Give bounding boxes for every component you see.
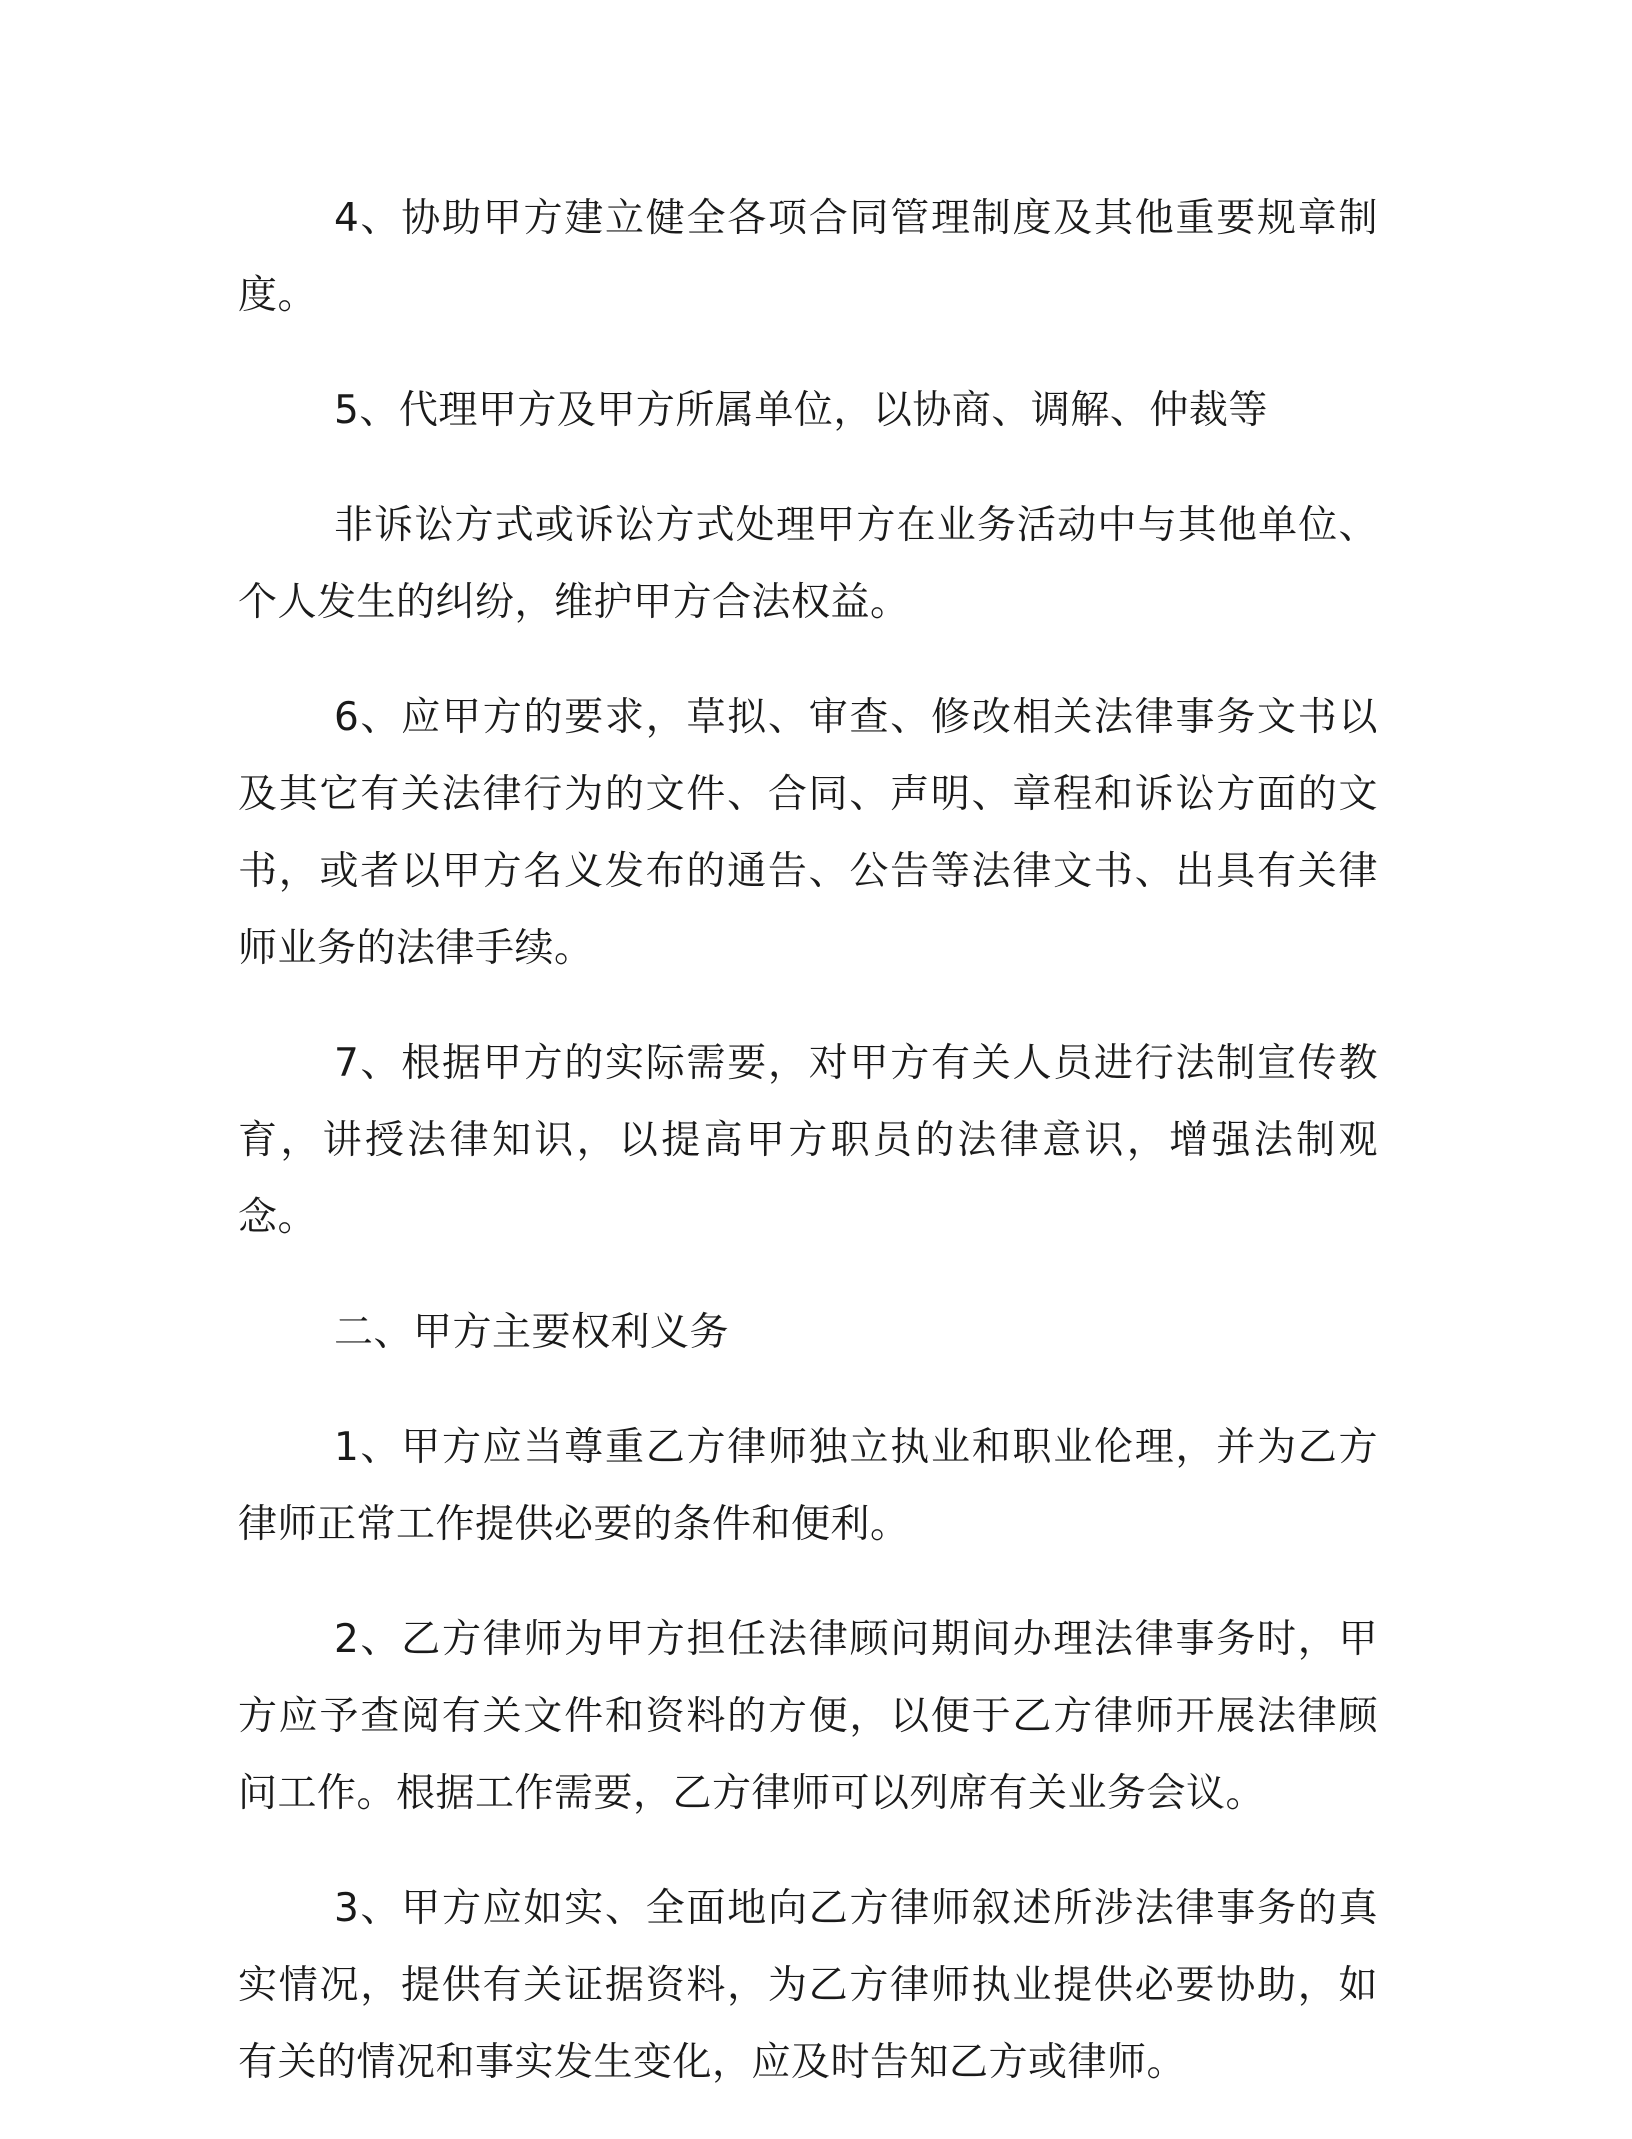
paragraph-party-a-1: 1、甲方应当尊重乙方律师独立执业和职业伦理，并为乙方律师正常工作提供必要的条件和便利。 xyxy=(238,1425,1378,1547)
paragraph-clause-6: 6、应甲方的要求，草拟、审查、修改相关法律事务文书以及其它有关法律行为的文件、合同、声明、章程和诉讼方面的文书，或者以甲方名义发布的通告、公告等法律文书、出具有关律师业务的法律手续。 xyxy=(238,695,1378,971)
document-body xyxy=(238,180,1378,2139)
paragraph-clause-5: 5、代理甲方及甲方所属单位，以协商、调解、仲裁等 xyxy=(334,388,1268,433)
paragraph-party-a-2: 2、乙方律师为甲方担任法律顾问期间办理法律事务时，甲方应予查阅有关文件和资料的方便，以便于乙方律师开展法律顾问工作。根据工作需要，乙方律师可以列席有关业务会议。 xyxy=(238,1617,1378,1816)
paragraph-clause-5-continued: 非诉讼方式或诉讼方式处理甲方在业务活动中与其他单位、个人发生的纠纷，维护甲方合法权益。 xyxy=(238,503,1378,625)
section-heading-party-a-rights: 二、甲方主要权利义务 xyxy=(334,1310,730,1355)
paragraph-clause-4: 4、协助甲方建立健全各项合同管理制度及其他重要规章制度。 xyxy=(238,196,1378,318)
paragraph-party-a-3: 3、甲方应如实、全面地向乙方律师叙述所涉法律事务的真实情况，提供有关证据资料，为乙方律师执业提供必要协助，如有关的情况和事实发生变化，应及时告知乙方或律师。 xyxy=(238,1886,1378,2085)
paragraph-clause-7: 7、根据甲方的实际需要，对甲方有关人员进行法制宣传教育，讲授法律知识，以提高甲方职员的法律意识，增强法制观念。 xyxy=(238,1041,1378,1240)
